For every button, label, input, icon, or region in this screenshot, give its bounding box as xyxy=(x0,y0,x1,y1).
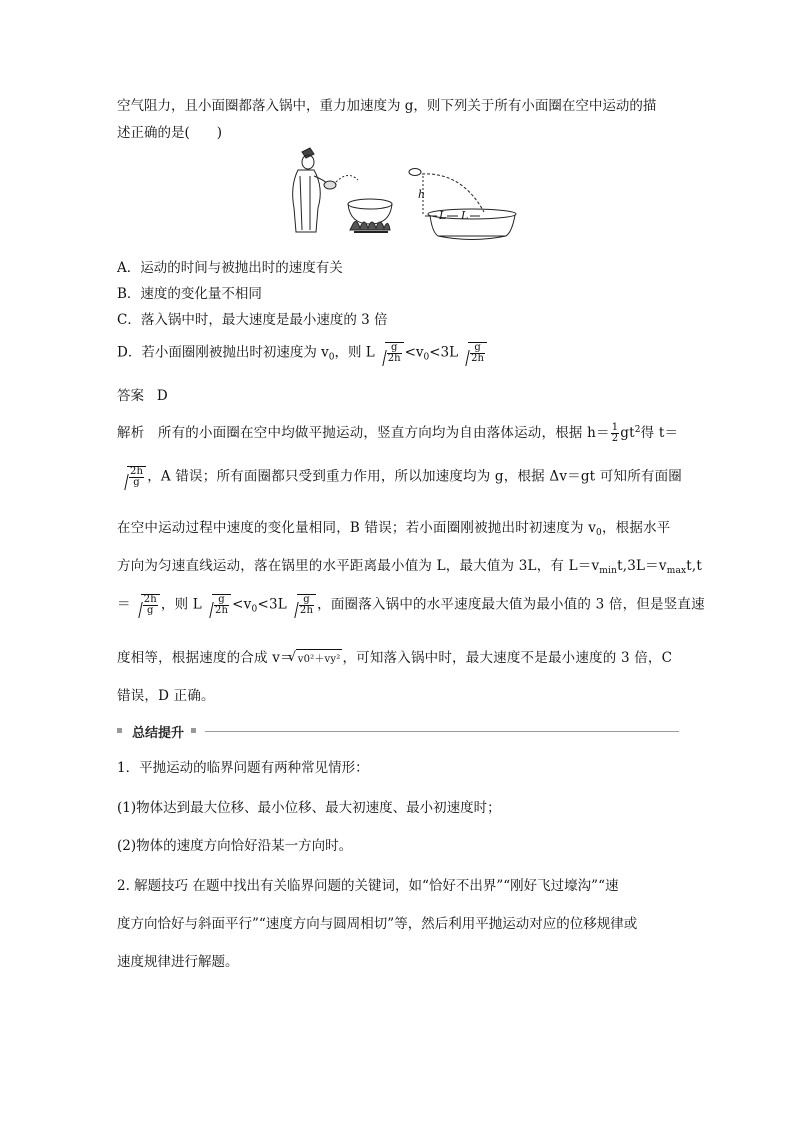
sqrt-g-over-2h-4: $\frac{g}{2h}$ xyxy=(288,594,316,616)
sqrt-velocity-sum: √ v0²＋vy² xyxy=(296,649,343,670)
schematic-diagram xyxy=(409,169,516,240)
frac-one-half: $\frac{1}{2}$ xyxy=(611,422,619,444)
cook-illustration xyxy=(293,148,392,232)
analysis-line-6: 度相等，根据速度的合成 v＝√ v0²＋vy² ，可知落入锅中时，最大速度不是最小速度的 3 倍，C xyxy=(117,648,682,670)
label-h: h xyxy=(418,188,426,201)
analysis-line-2: $\frac{2h}{g}$ ，A 错误；所有面圈都只受到重力作用，所以加速度均为 g，根据 Δv＝gt 可知所有面圈 xyxy=(117,466,682,488)
label-L-1: L xyxy=(439,209,447,222)
option-d-lt2: <3L xyxy=(429,344,459,361)
answer-label: 答案 xyxy=(117,388,144,404)
summary-marker-right xyxy=(191,728,196,733)
summary-p4: 2. 解题技巧 在题中找出有关临界问题的关键词，如“恰好不出界”“刚好飞过壕沟”“速 xyxy=(117,878,619,894)
option-d-sub: 0 xyxy=(328,352,335,363)
summary-p6: 速度规律进行解题。 xyxy=(117,954,239,970)
option-b: B．速度的变化量不相同 xyxy=(117,286,262,302)
summary-p3: (2)物体的速度方向恰好沿某一方向时。 xyxy=(117,838,353,854)
analysis-line-4: 方向为匀速直线运动，落在锅里的水平距离最小值为 L，最大值为 3L，有 $L=v_{min}t,3L=v_{max}t,t$ xyxy=(117,558,703,576)
summary-title: 总结提升 xyxy=(132,726,185,741)
analysis-line-5: ＝ $\frac{2h}{g}$ ，则 L $\frac{g}{2h}$ $<v_0<3L$ $\frac{g}{2h}$ ，面圈落入锅中的水平速度最大值为最小值的 3 倍，但是竖直速 xyxy=(117,594,705,616)
analysis-line-7: 错误，D 正确。 xyxy=(117,688,215,704)
option-d-prefix: D．若小面圈刚被抛出时初速度为 v xyxy=(117,344,329,361)
sqrt-g-over-2h-3: $\frac{g}{2h}$ xyxy=(203,594,231,616)
option-d: D．若小面圈刚被抛出时初速度为 $v_0$，则 L $\frac{g}{2h}$ $<v_0<3L$ $\frac{g}{2h}$ xyxy=(117,342,682,368)
option-a: A．运动的时间与被抛出时的速度有关 xyxy=(117,260,343,276)
option-c: C．落入锅中时，最大速度是最小速度的 3 倍 xyxy=(117,312,388,328)
sqrt-2h-over-g-2: $\frac{2h}{g}$ xyxy=(132,594,160,616)
sqrt-2h-over-g: $\frac{2h}{g}$ xyxy=(118,466,146,488)
summary-p5: 度方向恰好与斜面平行”“速度方向与圆周相切”等，然后利用平抛运动对应的位移规律或 xyxy=(117,916,638,932)
problem-figure xyxy=(280,146,520,250)
answer-value: D xyxy=(156,388,168,404)
sqrt-g-over-2h: $\frac{g}{2h}$ xyxy=(376,342,404,364)
sqrt-g-over-2h-2: $\frac{g}{2h}$ xyxy=(459,342,487,364)
analysis-line-1: 解析 所有的小面圈在空中均做平抛运动，竖直方向均为自由落体运动，根据 h＝ $\frac{1}{2}$ $gt^2$得 t＝ xyxy=(117,422,679,444)
summary-header xyxy=(117,722,679,742)
label-L-2: L xyxy=(461,209,469,222)
question-line-2: 述正确的是( ) xyxy=(117,125,223,141)
option-d-lt: <v xyxy=(404,344,424,361)
question-line-1: 空气阻力，且小面圈都落入锅中，重力加速度为 g，则下列关于所有小面圈在空中运动的描 xyxy=(117,98,657,114)
analysis-label: 解析 xyxy=(117,425,145,441)
summary-p1: 1．平抛运动的临界问题有两种常见情形： xyxy=(117,760,369,776)
analysis-line-3: 在空中运动过程中速度的变化量相同，B 错误；若小面圈刚被抛出时初速度为 $v_0$，根据水平 xyxy=(117,520,671,538)
option-d-mid: ，则 L xyxy=(334,344,375,361)
summary-marker-left xyxy=(117,728,122,733)
answer-line xyxy=(117,386,682,406)
summary-rule xyxy=(205,731,679,732)
summary-p2: (1)物体达到最大位移、最小位移、最大初速度、最小初速度时； xyxy=(117,800,501,816)
